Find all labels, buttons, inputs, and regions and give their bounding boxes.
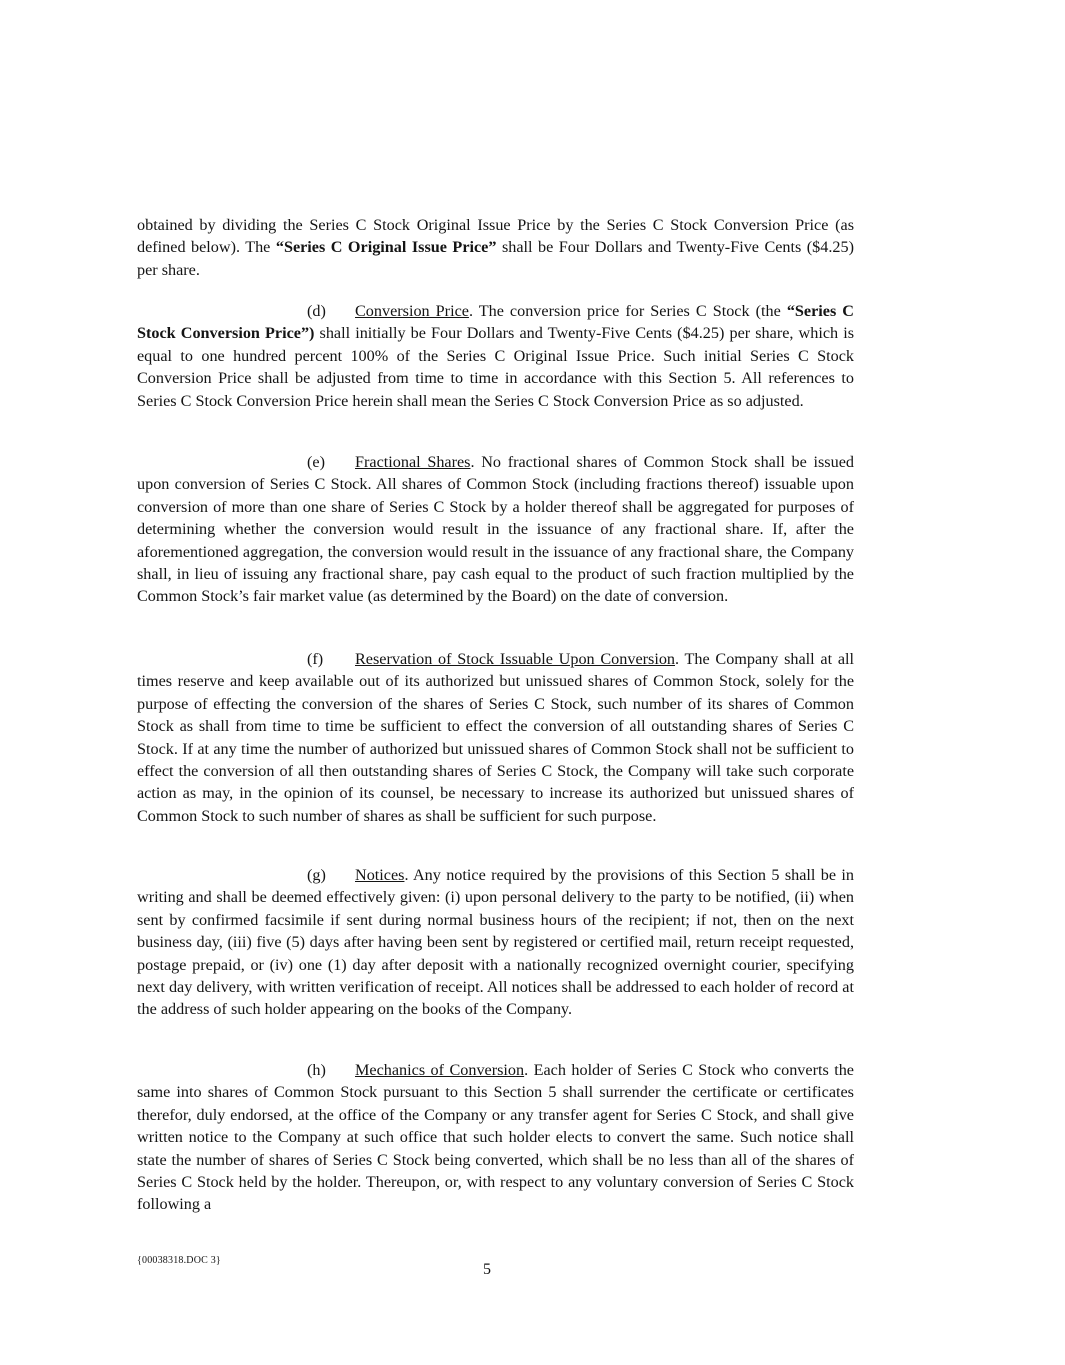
intro-defined-term: “Series C Original Issue Price” [275,238,497,257]
section-e-heading: Fractional Shares [355,453,471,471]
intro-text-2: shall be Four Dollars and Twenty-Five Cents ($4.25) per share. [137,238,854,279]
section-d-letter: (d) [307,302,326,320]
section-e-letter: (e) [307,453,325,471]
section-h-paragraph [137,1059,854,1216]
section-h-heading: Mechanics of Conversion [355,1061,525,1079]
section-g-heading: Notices [355,866,405,884]
intro-paragraph [137,214,854,281]
section-f-text: . The Company shall at all times reserve and keep available out of its authorized but unissued shares of Common Stock, solely for the purpose of effecting the conversion of the shares of Series C Stock, such number of its shares of Common Stock as shall from time to time be sufficient to effect the conversion of all outstanding shares of Series C Stock. If at any time the number of authorized but unissued shares of Common Stock shall not be sufficient to effect the conversion of all then outstanding shares of Series C Stock, the Company will take such corporate action as may, in the opinion of its counsel, be necessary to increase its authorized but unissued shares of Common Stock to such number of shares as shall be sufficient for such purpose. [137,650,854,825]
section-f-paragraph [137,648,854,827]
section-g-paragraph [137,864,854,1021]
intro-text-1: obtained by dividing the Series C Stock Original Issue Price by the Series C Stock Conversion Price (as defined below). The [137,216,854,257]
section-d-defined-term: “Series C Stock Conversion Price”) [137,302,855,343]
section-h-text: . Each holder of Series C Stock who converts the same into shares of Common Stock pursuant to this Section 5 shall surrender the certificate or certificates therefor, duly endorsed, at the office of the Company or any transfer agent for Series C Stock, and shall give written notice to the Company at such office that such holder elects to convert the same. Such notice shall state the number of shares of Series C Stock being converted, which shall be no less than all of the shares of Series C Stock held by the holder. Thereupon, or, with respect to any voluntary conversion of Series C Stock following a [137,1061,854,1214]
section-d-text-2: shall initially be Four Dollars and Twenty-Five Cents ($4.25) per share, which is equal to one hundred percent 100% of the Series C Original Issue Price. Such initial Series C Stock Conversion Price shall be adjusted from time to time in accordance with this Section 5. All references to Series C Stock Conversion Price herein shall mean the Series C Stock Conversion Price as so adjusted. [137,324,854,410]
section-h-letter: (h) [307,1061,326,1079]
section-d-paragraph [137,300,854,412]
section-g-text: . Any notice required by the provisions of this Section 5 shall be in writing and shall be deemed effectively given: (i) upon personal delivery to the party to be notified, (ii) when sent by confirmed facsimile if sent during normal business hours of the recipient; if not, then on the next business day, (iii) five (5) days after having been sent by registered or certified mail, return receipt requested, postage prepaid, or (iv) one (1) day after deposit with a nationally recognized overnight courier, specifying next day delivery, with written verification of receipt. All notices shall be addressed to each holder of record at the address of such holder appearing on the books of the Company. [137,866,854,1019]
section-d-text-1: . The conversion price for Series C Stock (the [468,302,787,320]
section-f-heading: Reservation of Stock Issuable Upon Conversion [355,650,676,668]
document-reference: {00038318.DOC 3} [137,1255,221,1266]
section-d-heading: Conversion Price [355,302,469,320]
section-f-letter: (f) [307,650,324,668]
page-number: 5 [483,1261,491,1278]
section-e-paragraph [137,451,854,608]
section-g-letter: (g) [307,866,326,884]
section-e-text: . No fractional shares of Common Stock shall be issued upon conversion of Series C Stock. All shares of Common Stock (including fractions thereof) issuable upon conversion of more than one share of Series C Stock by a holder thereof shall be aggregated for purposes of determining whether the conversion would result in the issuance of any fractional share. If, after the aforementioned aggregation, the conversion would result in the issuance of any fractional share, the Company shall, in lieu of issuing any fractional share, pay cash equal to the product of such fraction multiplied by the Common Stock’s fair market value (as determined by the Board) on the date of conversion. [137,453,854,606]
